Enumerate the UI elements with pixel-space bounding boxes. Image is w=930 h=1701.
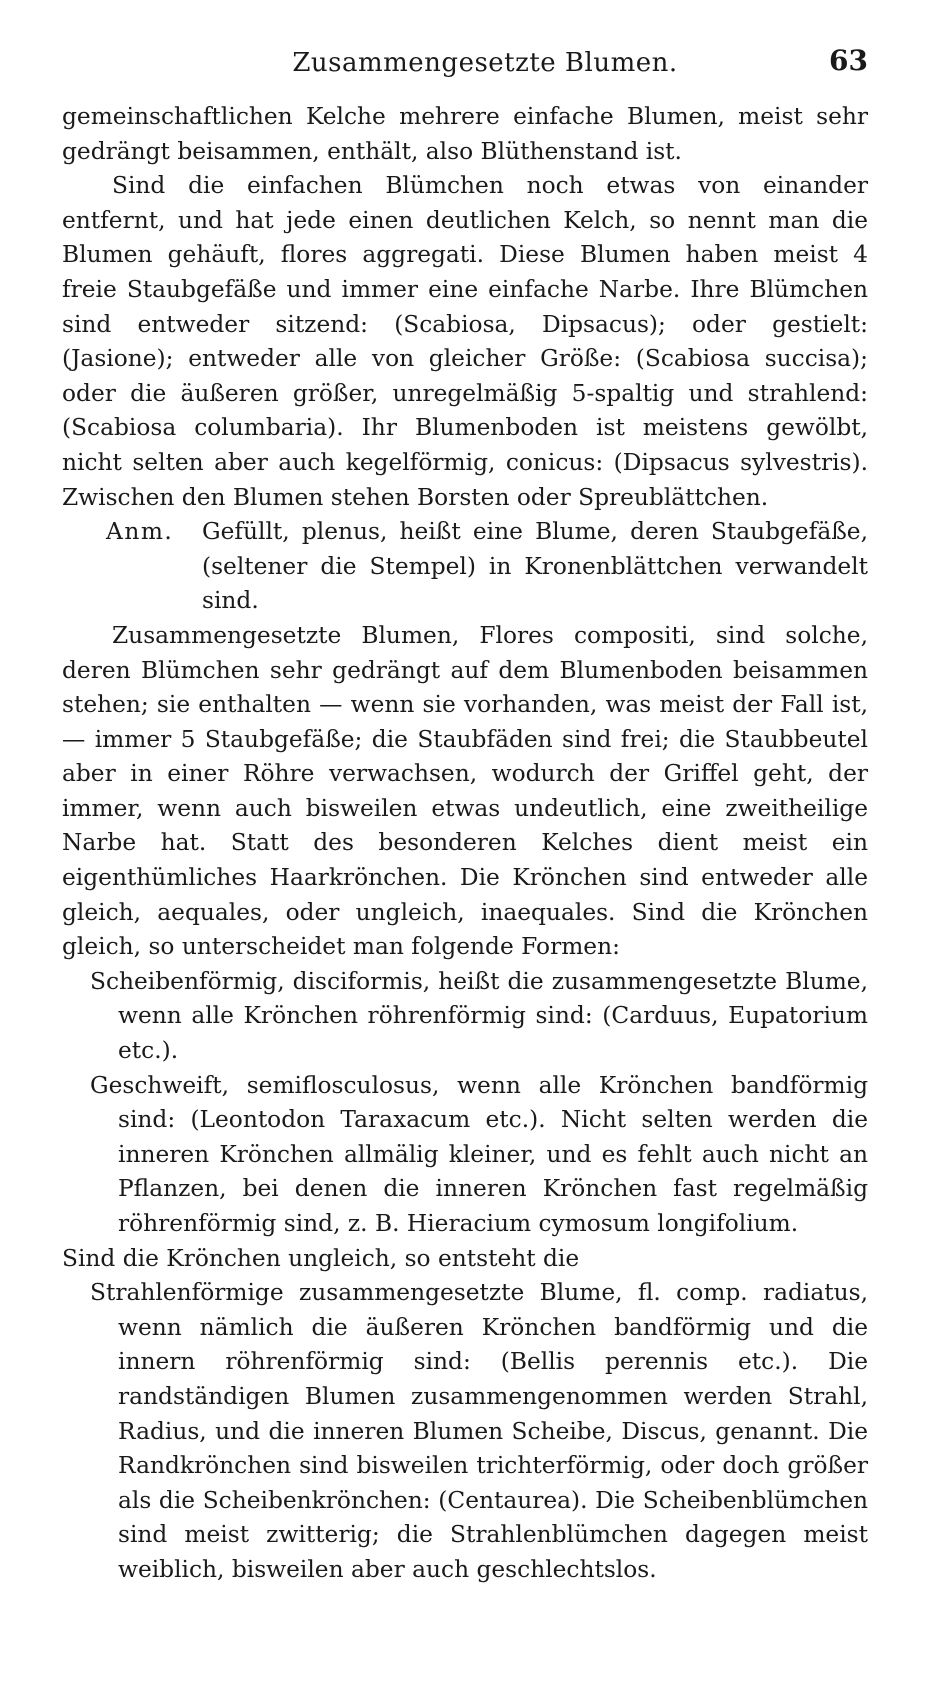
paragraph-strahlenfoermig: Strahlenförmige zusammengesetzte Blume, fl. comp. radiatus, wenn nämlich die äußeren Krönchen bandförmig und die innern röhrenförmig sind: (Bellis perennis etc.). Die randständigen Blumen zusammengenommen werden Strahl, Radius, und die inneren Blumen Scheibe, Discus, genannt. Die Randkrönchen sind bisweilen trichterförmig, oder doch größer als die Scheibenkrönchen: (Centaurea). Die Scheibenblümchen sind meist zwitterig; die Strahlenblümchen dagegen meist weiblich, bisweilen aber auch geschlechtslos.: [90, 1279, 868, 1583]
paragraph-scheibenfoermig: Scheibenförmig, disciformis, heißt die zusammengesetzte Blume, wenn alle Krönchen röhrenförmig sind: (Carduus, Eupatorium etc.).: [90, 967, 868, 1065]
paragraph-compositi: Zusammengesetzte Blumen, Flores compositi, sind solche, deren Blümchen sehr gedrängt auf dem Blumenboden beisammen stehen; sie enthalten — wenn sie vorhanden, was meist der Fall ist, — immer 5 Staubgefäße; die Staubfäden sind frei; die Staubbeutel aber in einer Röhre verwachsen, wodurch der Griffel geht, der immer, wenn auch bisweilen etwas undeutlich, eine zweitheilige Narbe hat. Statt des besonderen Kelches dient meist ein eigenthümliches Haarkrönchen. Die Krönchen sind entweder alle gleich, aequales, oder ungleich, inaequales. Sind die Krönchen gleich, so unterscheidet man folgende Formen:: [62, 621, 868, 961]
running-title: Zusammengesetzte Blumen.: [292, 48, 678, 78]
paragraph-continuation: gemeinschaftlichen Kelche mehrere einfache Blumen, meist sehr gedrängt beisammen, enthält, also Blüthenstand ist.: [62, 103, 868, 165]
annotation-block: [62, 515, 868, 619]
page-header: [62, 40, 868, 90]
annotation-label: Anm.: [106, 518, 174, 546]
paragraph-aggregati: Sind die einfachen Blümchen noch etwas von einander entfernt, und hat jede einen deutlichen Kelch, so nennt man die Blumen gehäuft, flores aggregati. Diese Blumen haben meist 4 freie Staubgefäße und immer eine einfache Narbe. Ihre Blümchen sind entweder sitzend: (Scabiosa, Dipsacus); oder gestielt: (Jasione); entweder alle von gleicher Größe: (Scabiosa succisa); oder die äußeren größer, unregelmäßig 5-spaltig und strahlend: (Scabiosa columbaria). Ihr Blumenboden ist meistens gewölbt, nicht selten aber auch kegelförmig, conicus: (Dipsacus sylvestris). Zwischen den Blumen stehen Borsten oder Spreublättchen.: [62, 172, 868, 511]
body-text: [62, 100, 868, 1588]
paragraph-ungleich: Sind die Krönchen ungleich, so entsteht die: [62, 1244, 580, 1272]
annotation-text: Gefüllt, plenus, heißt eine Blume, deren Staubgefäße, (seltener die Stempel) in Kronenblättchen verwandelt sind.: [202, 518, 868, 615]
page-number: 63: [829, 44, 868, 77]
paragraph-geschweift: Geschweift, semiflosculosus, wenn alle Krönchen bandförmig sind: (Leontodon Taraxacum etc.). Nicht selten werden die inneren Krönchen allmälig kleiner, und es fehlt auch nicht an Pflanzen, bei denen die inneren Krönchen fast regelmäßig röhrenförmig sind, z. B. Hieracium cymosum longifolium.: [90, 1071, 868, 1237]
